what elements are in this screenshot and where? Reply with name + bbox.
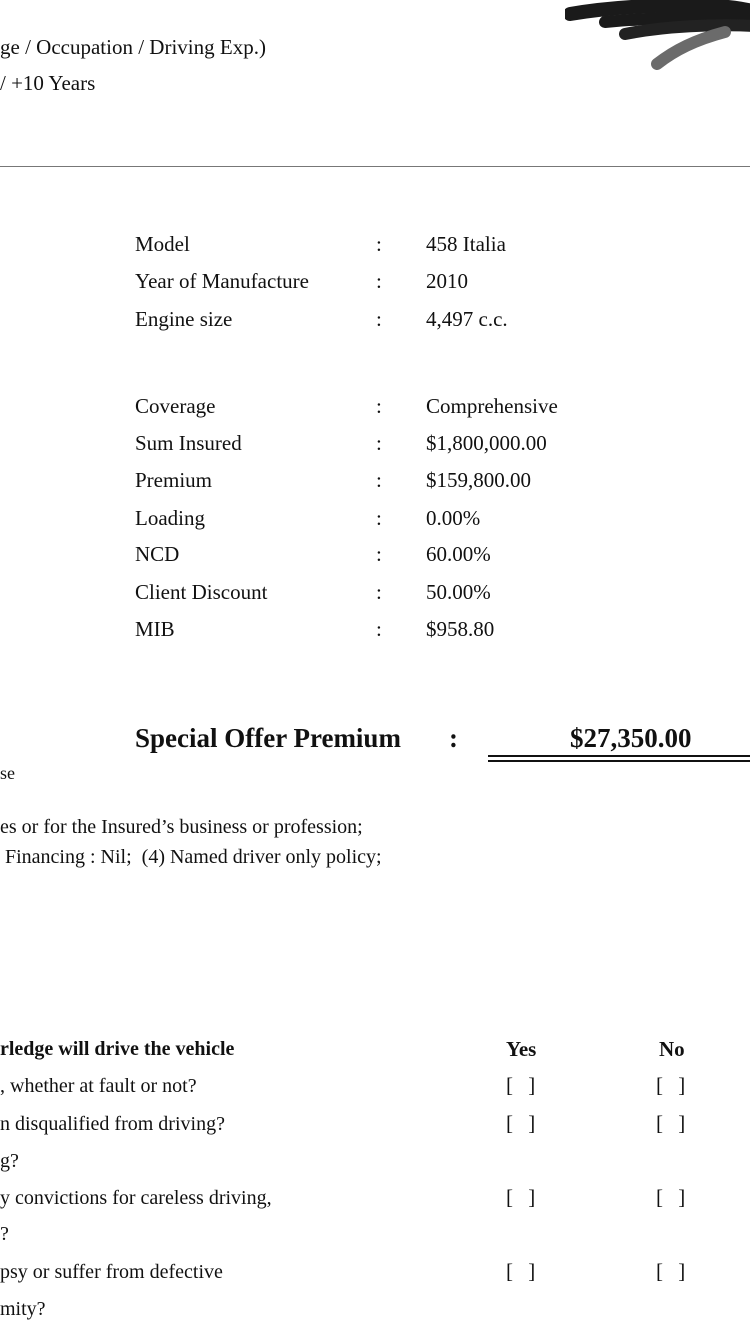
cover-value-mib: $958.80 [426,617,495,641]
cover-value-coverage: Comprehensive [426,394,558,418]
yes-checkbox[interactable]: [ ] [506,1185,536,1209]
special-offer-label: Special Offer Premium [135,723,401,753]
question-line: , whether at fault or not? [0,1075,197,1097]
yes-column-header: Yes [506,1037,537,1061]
redaction-scribble [565,0,750,70]
use-clause-fragment: se [0,763,15,783]
use-clause-line-2: Financing : Nil; (4) Named driver only policy; [0,846,382,868]
question-line: y convictions for careless driving, [0,1187,272,1209]
cover-label-loading: Loading [135,506,205,530]
question-line: psy or suffer from defective [0,1261,223,1283]
no-checkbox[interactable]: [ ] [656,1111,686,1135]
double-underline-top [488,755,750,757]
questionnaire-heading: rledge will drive the vehicle [0,1038,235,1060]
question-line: g? [0,1150,19,1172]
yes-checkbox[interactable]: [ ] [506,1111,536,1135]
redacted-date-text: Dated 2011 [627,6,729,31]
yes-checkbox[interactable]: [ ] [506,1073,536,1097]
driver-heading: ge / Occupation / Driving Exp.) [0,35,266,59]
question-line: mity? [0,1298,46,1320]
vehicle-value-engine: 4,497 c.c. [426,307,508,331]
vehicle-value-model: 458 Italia [426,232,506,256]
colon: : [376,468,382,492]
cover-value-premium: $159,800.00 [426,468,531,492]
colon: : [376,617,382,641]
cover-label-coverage: Coverage [135,394,216,418]
vehicle-label-engine: Engine size [135,307,233,331]
colon: : [376,307,382,331]
question-line: n disqualified from driving? [0,1113,225,1135]
cover-label-client-discount: Client Discount [135,580,268,604]
vehicle-label-model: Model [135,232,190,256]
colon: : [376,232,382,256]
special-offer-amount: $27,350.00 [570,723,692,753]
vehicle-label-year: Year of Manufacture [135,269,309,293]
cover-label-sum-insured: Sum Insured [135,431,242,455]
cover-value-loading: 0.00% [426,506,481,530]
cover-label-mib: MIB [135,617,175,641]
cover-label-premium: Premium [135,468,212,492]
cover-label-ncd: NCD [135,542,180,566]
special-offer-colon: : [449,723,458,753]
cover-value-ncd: 60.00% [426,542,491,566]
colon: : [376,542,382,566]
vehicle-value-year: 2010 [426,269,468,293]
no-checkbox[interactable]: [ ] [656,1073,686,1097]
colon: : [376,269,382,293]
cover-value-client-discount: 50.00% [426,580,491,604]
no-column-header: No [659,1037,685,1061]
yes-checkbox[interactable]: [ ] [506,1259,536,1283]
no-checkbox[interactable]: [ ] [656,1185,686,1209]
no-checkbox[interactable]: [ ] [656,1259,686,1283]
colon: : [376,394,382,418]
cover-value-sum-insured: $1,800,000.00 [426,431,547,455]
section-divider [0,166,750,167]
colon: : [376,431,382,455]
driver-value: / +10 Years [0,71,96,95]
double-underline-bottom [488,760,750,762]
colon: : [376,580,382,604]
use-clause-line-1: es or for the Insured’s business or profession; [0,816,363,838]
colon: : [376,506,382,530]
special-offer-amount-box [488,722,750,758]
question-line: ? [0,1223,9,1245]
